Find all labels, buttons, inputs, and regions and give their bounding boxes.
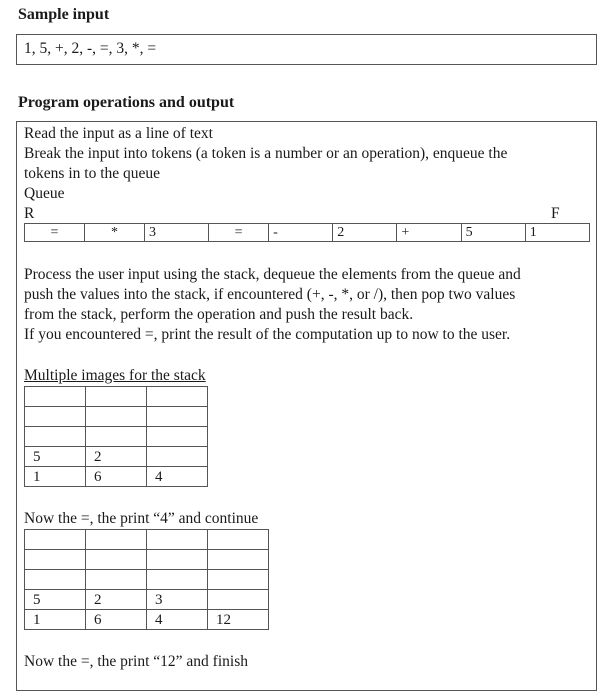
process-text-line4: If you encountered =, print the result of the computation up to now to the user. [24, 326, 511, 343]
stack-cell [208, 530, 269, 550]
stack-cell [86, 550, 147, 570]
stack-cell [25, 387, 86, 407]
queue-cell: 1 [525, 224, 589, 242]
queue-cell: = [25, 224, 85, 242]
stack-cell [208, 570, 269, 590]
queue-cell: + [397, 224, 461, 242]
stack-cell: 2 [86, 590, 147, 610]
stack-row [25, 590, 269, 610]
stack-note-2: Now the =, the print “12” and finish [24, 653, 248, 670]
process-text-line2: push the values into the stack, if encountered (+, -, *, or /), then pop two values [24, 286, 516, 303]
queue-cell: 2 [333, 224, 397, 242]
stack-cell: 3 [147, 590, 208, 610]
sample-input-box [16, 34, 597, 65]
queue-cell: - [269, 224, 333, 242]
queue-cell: * [84, 224, 144, 242]
stack-cell [208, 590, 269, 610]
stack-cell [147, 427, 208, 447]
stack-cell: 2 [86, 447, 147, 467]
stack-cell [147, 447, 208, 467]
stack-row [25, 467, 208, 487]
step-break-tokens-cont: tokens in to the queue [24, 165, 161, 182]
stack-row [25, 550, 269, 570]
stack-cell: 4 [147, 467, 208, 487]
stack-cell: 4 [147, 610, 208, 630]
stack-cell [86, 407, 147, 427]
stack-cell [147, 407, 208, 427]
queue-label: Queue [24, 185, 65, 202]
stack-row [25, 610, 269, 630]
step-break-tokens: Break the input into tokens (a token is a number or an operation), enqueue the [24, 145, 508, 162]
stack-cell [86, 570, 147, 590]
stack-cell: 1 [25, 610, 86, 630]
stack-images-heading: Multiple images for the stack [24, 367, 206, 384]
stack-row [25, 447, 208, 467]
sample-input-heading: Sample input [18, 6, 110, 23]
stack-image-1 [24, 386, 208, 487]
stack-note-1: Now the =, the print “4” and continue [24, 510, 259, 527]
stack-cell [147, 570, 208, 590]
queue-cell: 3 [144, 224, 208, 242]
stack-cell [147, 530, 208, 550]
stack-cell: 12 [208, 610, 269, 630]
stack-cell [25, 570, 86, 590]
stack-row [25, 407, 208, 427]
queue-table [24, 223, 590, 242]
stack-cell [86, 427, 147, 447]
front-label: F [551, 205, 560, 222]
stack-row [25, 387, 208, 407]
stack-cell: 6 [86, 467, 147, 487]
stack-cell: 6 [86, 610, 147, 630]
step-read-input: Read the input as a line of text [24, 125, 213, 142]
queue-cell: = [209, 224, 269, 242]
stack-cell [147, 550, 208, 570]
stack-cell: 5 [25, 447, 86, 467]
program-operations-box [16, 121, 597, 691]
stack-row [25, 530, 269, 550]
program-operations-heading: Program operations and output [18, 94, 235, 111]
stack-cell [25, 407, 86, 427]
stack-cell: 1 [25, 467, 86, 487]
stack-cell: 5 [25, 590, 86, 610]
stack-cell [147, 387, 208, 407]
rear-label: R [24, 205, 35, 222]
process-text-line1: Process the user input using the stack, dequeue the elements from the queue and [24, 266, 521, 283]
stack-row [25, 570, 269, 590]
stack-cell [25, 550, 86, 570]
stack-cell [86, 387, 147, 407]
sample-input-text: 1, 5, +, 2, -, =, 3, *, = [24, 40, 157, 57]
stack-cell [25, 530, 86, 550]
stack-image-2 [24, 529, 269, 630]
queue-cell: 5 [461, 224, 525, 242]
stack-cell [86, 530, 147, 550]
stack-cell [208, 550, 269, 570]
stack-cell [25, 427, 86, 447]
process-text-line3: from the stack, perform the operation and push the result back. [24, 306, 414, 323]
stack-row [25, 427, 208, 447]
